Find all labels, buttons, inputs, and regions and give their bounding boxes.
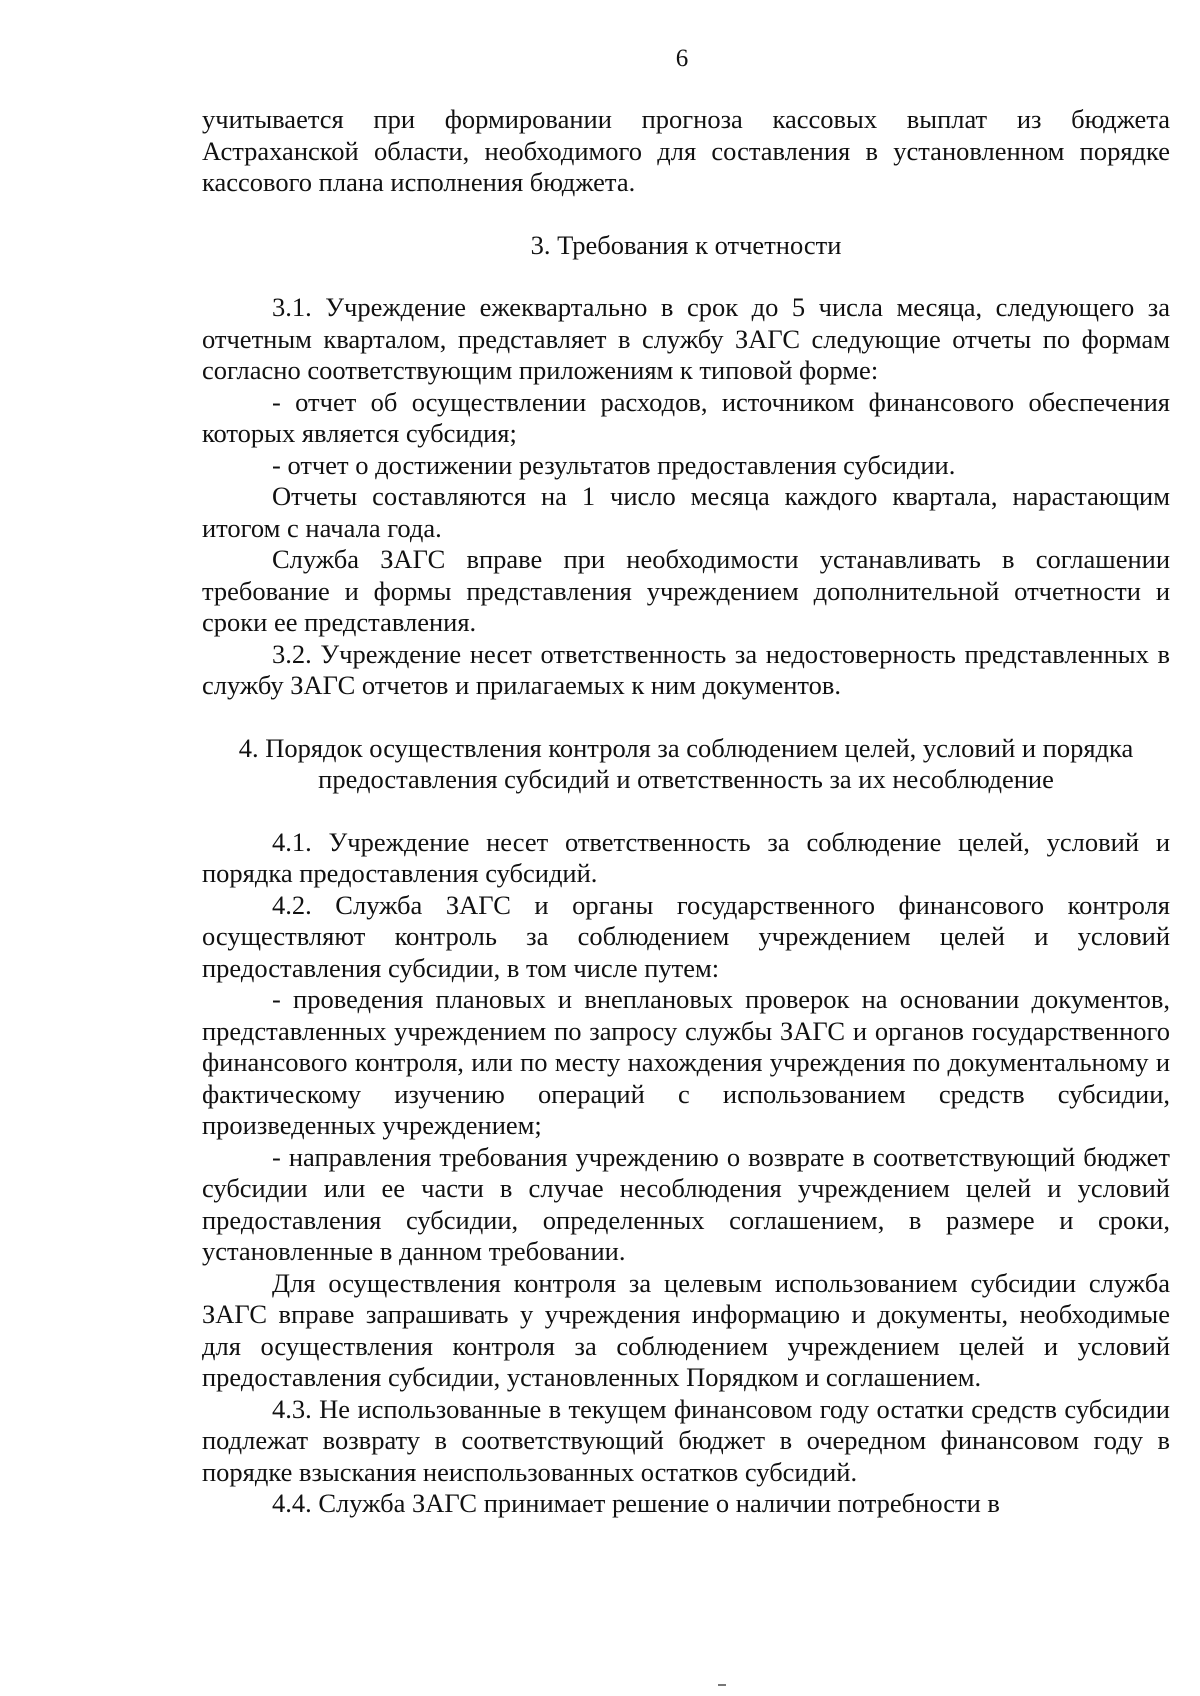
paragraph-4-3: 4.3. Не использованные в текущем финансовом году остатки средств субсидии подлежат возврату в соответствующий бюджет в очередном финансовом году в порядке взыскания неиспользованных остатков субсидий. xyxy=(202,1393,1170,1487)
list-item-refund-requirement: - направления требования учреждению о возврате в соответствующий бюджет субсидии или ее части в случае несоблюдения учреждением целей и условий предоставления субсидии, определенных соглашением, в размере и сроки, установленные в данном требовании. xyxy=(202,1141,1170,1266)
paragraph-3-2: 3.2. Учреждение несет ответственность за недостоверность представленных в службу ЗАГС отчетов и прилагаемых к ним документов. xyxy=(202,638,1170,700)
list-item-inspections: - проведения плановых и внеплановых проверок на основании документов, представленных учреждением по запросу службы ЗАГС и органов государственного финансового контроля, или по месту нахождения учреждения по документальному и фактическому изучению операций с использованием средств субсидии, произведенных учреждением; xyxy=(202,984,1170,1140)
paragraph-4-2: 4.2. Служба ЗАГС и органы государственного финансового контроля осуществляют контроль за соблюдением учреждением целей и условий предоставления субсидии, в том числе путем: xyxy=(202,889,1170,983)
paragraph-3-1: 3.1. Учреждение ежеквартально в срок до 5 числа месяца, следующего за отчетным кварталом, представляет в службу ЗАГС следующие отчеты по формам согласно соответствующим приложениям к типовой форме: xyxy=(202,292,1170,385)
paragraph-4-1: 4.1. Учреждение несет ответственность за соблюдение целей, условий и порядка предоставления субсидий. xyxy=(202,826,1170,888)
list-item-report-results: - отчет о достижении результатов предоставления субсидии. xyxy=(272,449,956,480)
page-number: 6 xyxy=(675,45,689,72)
document-body xyxy=(202,104,1170,1520)
section-3-heading: 3. Требования к отчетности xyxy=(530,229,842,260)
paragraph-4-4: 4.4. Служба ЗАГС принимает решение о наличии потребности в xyxy=(272,1488,1000,1518)
paragraph-reports-date: Отчеты составляются на 1 число месяца каждого квартала, нарастающим итогом с начала года. xyxy=(202,481,1170,543)
paragraph-additional-reporting: Служба ЗАГС вправе при необходимости устанавливать в соглашении требование и формы представления учреждением дополнительной отчетности и сроки ее представления. xyxy=(202,544,1170,637)
scan-artifact-mark xyxy=(718,1684,726,1686)
list-item-report-expenses: - отчет об осуществлении расходов, источником финансового обеспечения которых является субсидия; xyxy=(202,386,1170,448)
paragraph-control-requests: Для осуществления контроля за целевым использованием субсидии служба ЗАГС вправе запрашивать у учреждения информацию и документы, необходимые для осуществления контроля за соблюдением учреждением целей и условий предоставления субсидии, установленных Порядком и соглашением. xyxy=(202,1267,1170,1392)
section-4-heading: 4. Порядок осуществления контроля за соблюдением целей, условий и порядка предоставления субсидий и ответственность за их несоблюдение xyxy=(238,732,1134,794)
intro-paragraph: учитывается при формировании прогноза кассовых выплат из бюджета Астраханской области, необходимого для составления в установленном порядке кассового плана исполнения бюджета. xyxy=(202,104,1170,197)
